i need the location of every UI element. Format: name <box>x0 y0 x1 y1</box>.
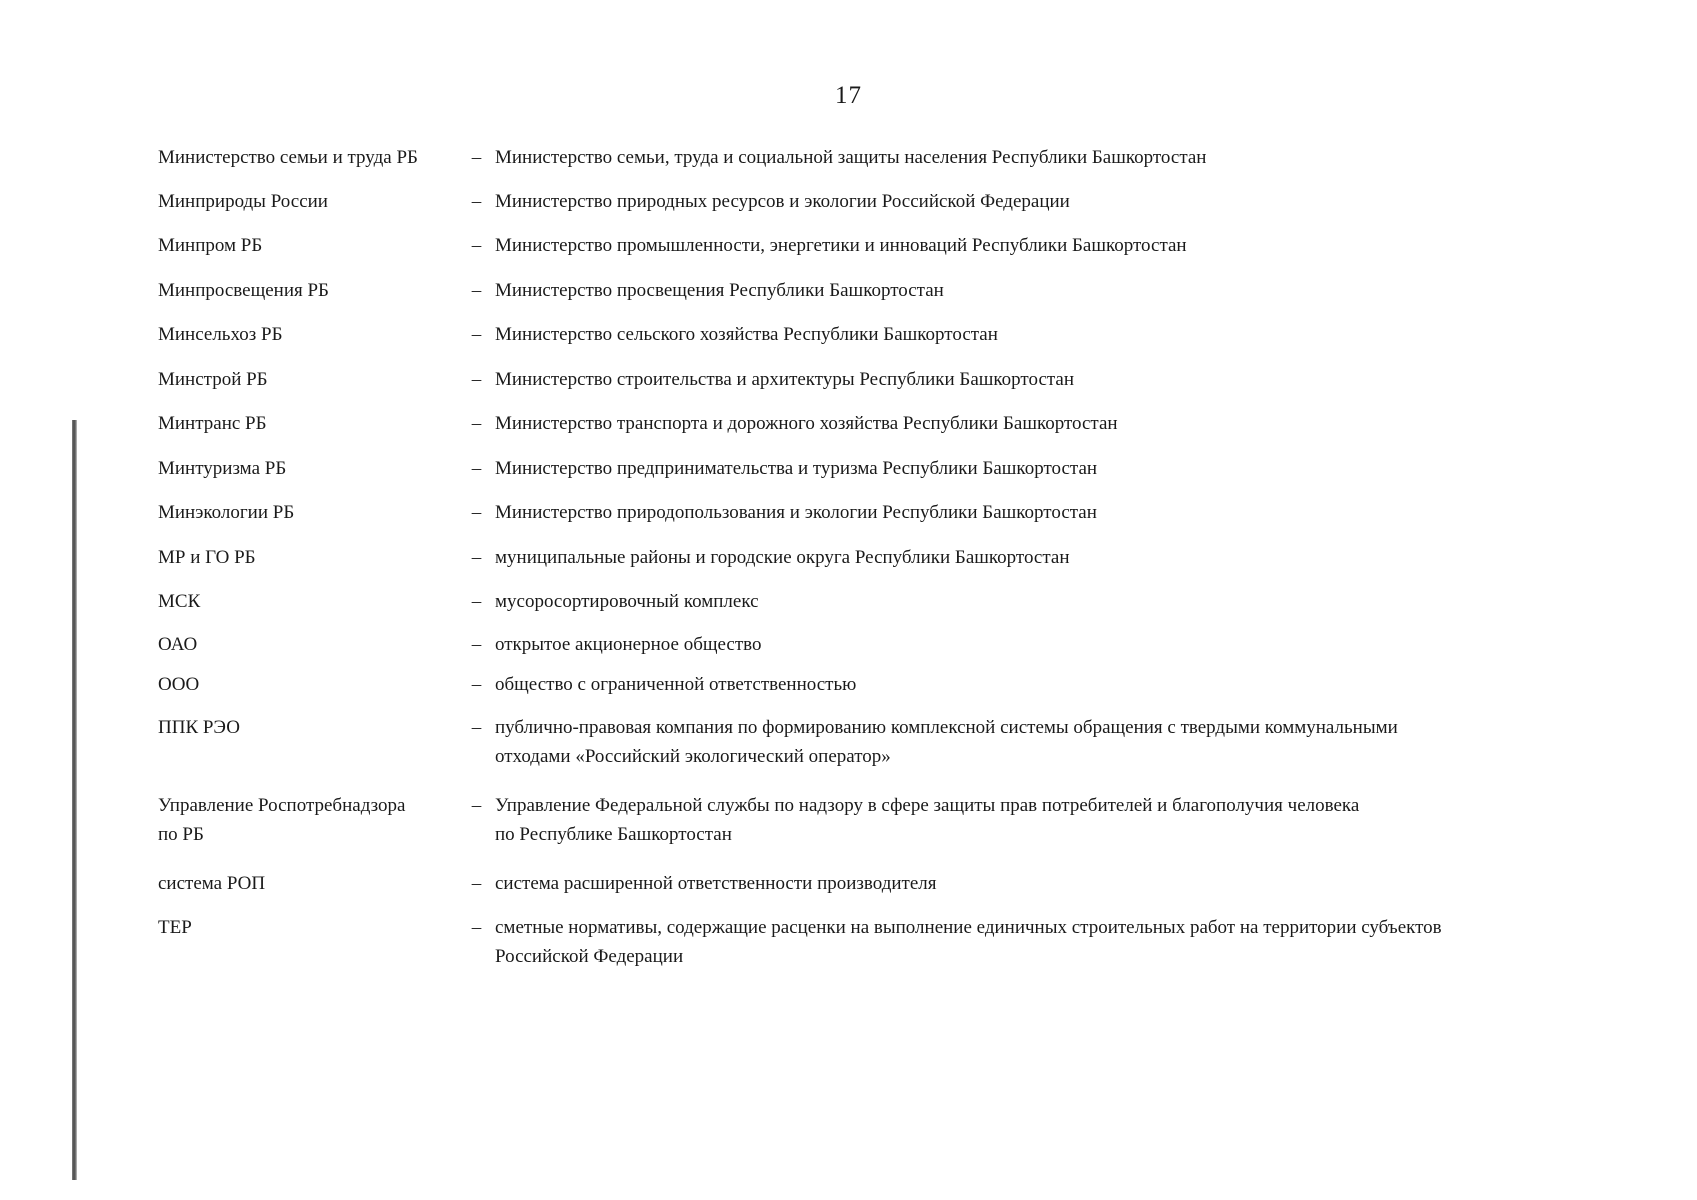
abbreviation-definition: Министерство предпринимательства и туризма Республики Башкортостан <box>495 458 1098 479</box>
abbreviation-dash: – <box>471 502 482 523</box>
abbreviation-dash: – <box>471 413 482 434</box>
abbreviation-term: Минприроды России <box>158 191 328 212</box>
abbreviation-term: ППК РЭО <box>158 717 240 738</box>
abbreviation-row <box>158 630 1578 659</box>
abbreviation-definition: Министерство просвещения Республики Башкортостан <box>495 280 944 301</box>
definition-line: по Республике Башкортостан <box>495 824 732 845</box>
abbreviation-definition: Министерство строительства и архитектуры Республики Башкортостан <box>495 369 1075 390</box>
abbreviation-term: Минтранс РБ <box>158 413 267 434</box>
abbreviation-dash: – <box>471 634 482 655</box>
abbreviation-term: ООО <box>158 674 200 695</box>
abbreviation-row <box>158 187 1578 216</box>
term-line: Управление Роспотребнадзора <box>158 795 406 816</box>
abbreviation-dash: – <box>471 191 482 212</box>
abbreviation-term: МСК <box>158 591 201 612</box>
abbreviation-definition: Министерство сельского хозяйства Республики Башкортостан <box>495 324 998 345</box>
abbreviation-dash: – <box>471 591 482 612</box>
abbreviation-definition: муниципальные районы и городские округа Республики Башкортостан <box>495 547 1070 568</box>
abbreviation-term: Минсельхоз РБ <box>158 324 283 345</box>
abbreviation-dash: – <box>471 324 482 345</box>
abbreviation-definition: Министерство транспорта и дорожного хозяйства Республики Башкортостан <box>495 413 1118 434</box>
abbreviation-row <box>158 276 1578 305</box>
abbreviation-definition: открытое акционерное общество <box>495 634 762 655</box>
abbreviation-definition: Министерство природных ресурсов и экологии Российской Федерации <box>495 191 1070 212</box>
abbreviation-list <box>158 143 1578 971</box>
abbreviation-term: Минэкологии РБ <box>158 502 295 523</box>
abbreviation-definition: система расширенной ответственности производителя <box>495 873 937 894</box>
page-number: 17 <box>835 82 862 109</box>
abbreviation-row <box>158 143 1578 172</box>
abbreviation-row <box>158 454 1578 483</box>
term-line: по РБ <box>158 824 204 845</box>
abbreviation-row <box>158 231 1578 260</box>
abbreviation-definition <box>492 713 1564 771</box>
definition-line: сметные нормативы, содержащие расценки на выполнение единичных строительных работ на территории субъектов <box>495 917 1442 938</box>
abbreviation-row <box>158 791 1578 849</box>
abbreviation-term: Минпросвещения РБ <box>158 280 329 301</box>
abbreviation-term: Минпром РБ <box>158 235 263 256</box>
abbreviation-row <box>158 869 1578 898</box>
abbreviation-definition: Министерство природопользования и экологии Республики Башкортостан <box>495 502 1097 523</box>
definition-line: публично-правовая компания по формированию комплексной системы обращения с твердыми коммунальными <box>495 717 1398 738</box>
abbreviation-dash: – <box>471 674 482 695</box>
abbreviation-definition: мусоросортировочный комплекс <box>495 591 759 612</box>
abbreviation-row <box>158 670 1578 699</box>
abbreviation-row <box>158 498 1578 527</box>
abbreviation-row <box>158 409 1578 438</box>
abbreviation-row <box>158 587 1578 616</box>
abbreviation-dash: – <box>471 873 482 894</box>
abbreviation-dash: – <box>471 717 482 738</box>
scan-binding-edge <box>72 420 77 1180</box>
abbreviation-term: система РОП <box>158 873 266 894</box>
abbreviation-row <box>158 365 1578 394</box>
abbreviation-term <box>158 791 458 849</box>
abbreviation-dash: – <box>471 369 482 390</box>
abbreviation-dash: – <box>471 458 482 479</box>
abbreviation-term: МР и ГО РБ <box>158 547 256 568</box>
abbreviation-definition <box>492 913 1578 971</box>
abbreviation-dash: – <box>471 280 482 301</box>
abbreviation-row <box>158 543 1578 572</box>
abbreviation-row <box>158 713 1578 771</box>
abbreviation-term: Минтуризма РБ <box>158 458 287 479</box>
abbreviation-dash: – <box>471 235 482 256</box>
abbreviation-dash: – <box>471 147 482 168</box>
abbreviation-term: Министерство семьи и труда РБ <box>158 147 418 168</box>
definition-line: Управление Федеральной службы по надзору в сфере защиты прав потребителей и благополучия человека <box>495 795 1360 816</box>
abbreviation-dash: – <box>471 795 482 816</box>
abbreviation-dash: – <box>471 917 482 938</box>
abbreviation-row <box>158 320 1578 349</box>
abbreviation-dash: – <box>471 547 482 568</box>
abbreviation-term: ТЕР <box>158 917 192 938</box>
abbreviation-definition: Министерство промышленности, энергетики и инноваций Республики Башкортостан <box>495 235 1187 256</box>
abbreviation-term: Минстрой РБ <box>158 369 268 390</box>
definition-line: отходами «Российский экологический оператор» <box>495 746 891 767</box>
abbreviation-definition: Министерство семьи, труда и социальной защиты населения Республики Башкортостан <box>495 147 1207 168</box>
abbreviation-term: ОАО <box>158 634 198 655</box>
abbreviation-definition: общество с ограниченной ответственностью <box>495 674 857 695</box>
abbreviation-definition <box>492 791 1578 849</box>
abbreviation-row <box>158 913 1578 971</box>
definition-line: Российской Федерации <box>495 946 684 967</box>
